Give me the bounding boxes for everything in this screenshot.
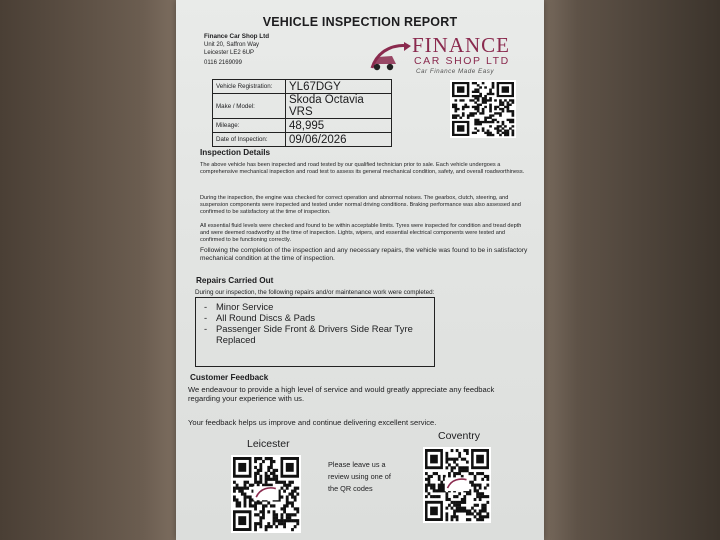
qr-code-icon[interactable]	[450, 80, 516, 138]
list-item	[204, 323, 434, 345]
company-name: Finance Car Shop Ltd	[204, 33, 270, 40]
company-phone: 0116 2169099	[204, 60, 242, 66]
qr-code-coventry-icon[interactable]	[423, 447, 491, 523]
report-title: VEHICLE INSPECTION REPORT	[262, 15, 458, 29]
table-row	[213, 80, 392, 94]
make-model-label: Make / Model:	[213, 94, 286, 119]
background-left	[0, 0, 178, 540]
inspection-paragraph: During the inspection, the engine was checked for correct operation and abnormal noises. The gearbox, clutch, steering, and suspension components were inspected and tested under normal driving conditions. Braking performance was also assessed and confirmed to be satisfactory at the time of inspection.	[200, 195, 521, 215]
make-model-value: Skoda Octavia VRS	[286, 94, 392, 119]
repair-item: All Round Discs & Pads	[216, 312, 316, 323]
vehicle-registration-label: Vehicle Registration:	[213, 80, 286, 94]
bullet-dash: -	[204, 312, 208, 323]
review-instructions: Please leave us a review using one of the QR codes	[328, 460, 391, 493]
table-row	[213, 119, 392, 133]
inspection-paragraph: Following the completion of the inspection and any necessary repairs, the vehicle was found to be in satisfactory mechanical condition at the time of inspection.	[200, 247, 528, 262]
repair-item: Passenger Side Front & Drivers Side Rear Tyre Replaced	[216, 323, 413, 345]
inspection-paragraph: All essential fluid levels were checked and found to be within acceptable limits. Tyres were inspected for condition and tread depth and were deemed roadworthy at the time of inspection. Lights, wipers, and essential electrical components were tested and confirmed to be functioning correctly.	[200, 223, 522, 243]
table-row	[213, 133, 392, 147]
repairs-list	[196, 298, 434, 345]
repair-item: Minor Service	[216, 301, 274, 312]
table-row	[213, 94, 392, 119]
repairs-list-box	[195, 297, 435, 367]
company-logo	[366, 34, 521, 80]
qr-code-leicester-icon[interactable]	[231, 455, 301, 533]
logo-name: FINANCE	[412, 33, 511, 57]
company-address-line1: Unit 20, Saffron Way	[204, 42, 260, 48]
leicester-label: Leicester	[247, 438, 290, 450]
repairs-intro: During our inspection, the following repairs and/or maintenance work were completed:	[195, 289, 435, 296]
background-right	[542, 0, 720, 540]
logo-tagline: Car Finance Made Easy	[416, 68, 495, 75]
customer-feedback-heading: Customer Feedback	[190, 373, 269, 382]
vehicle-registration-value: YL67DGY	[286, 80, 392, 94]
coventry-label: Coventry	[438, 430, 481, 442]
list-item	[204, 312, 434, 323]
list-item	[204, 301, 434, 312]
company-address	[204, 33, 269, 57]
bullet-dash: -	[204, 323, 208, 334]
repairs-heading: Repairs Carried Out	[196, 276, 274, 285]
inspection-date-label: Date of Inspection:	[213, 133, 286, 147]
inspection-details-heading: Inspection Details	[200, 148, 271, 157]
company-address-line2: Leicester LE2 6UP	[204, 50, 255, 56]
feedback-text: We endeavour to provide a high level of service and would greatly appreciate any feedback regarding your experience with us.	[188, 385, 495, 404]
vehicle-details-table	[212, 79, 392, 147]
inspection-report-document	[176, 0, 544, 540]
mileage-value: 48,995	[286, 119, 392, 133]
mileage-label: Mileage:	[213, 119, 286, 133]
inspection-paragraph: The above vehicle has been inspected and road tested by our qualified technician prior to sale. Each vehicle undergoes a comprehensive mechanical inspection and road test to assess its general mechanical condition, safety, and overall roadworthiness.	[200, 162, 525, 175]
feedback-text-2: Your feedback helps us improve and continue delivering excellent service.	[188, 418, 437, 427]
logo-swoosh-icon	[368, 42, 412, 74]
logo-subname: CAR SHOP LTD	[414, 55, 510, 67]
bullet-dash: -	[204, 301, 208, 312]
inspection-date-value: 09/06/2026	[286, 133, 392, 147]
